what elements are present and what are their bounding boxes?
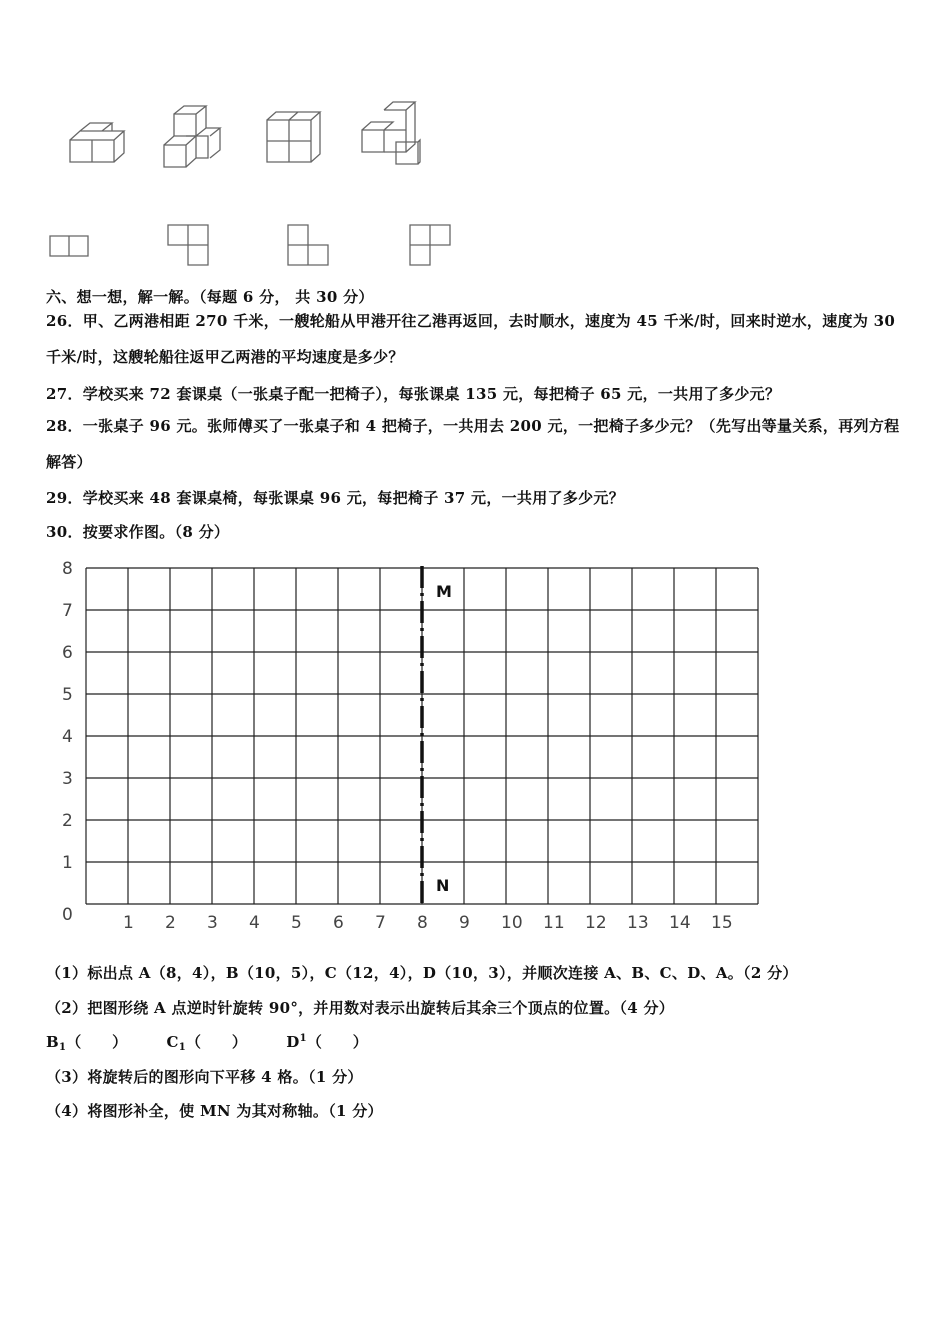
d1-blank[interactable]: （ ） bbox=[306, 1033, 369, 1051]
y-tick-label: 1 bbox=[62, 853, 73, 873]
b1-label: $B_1$ bbox=[46, 1033, 67, 1053]
x-tick-label: 6 bbox=[333, 913, 344, 933]
section-title: 六、想一想，解一解。（每题 6 分， 共 30 分） bbox=[46, 288, 374, 306]
c1-label: $C_1$ bbox=[166, 1033, 187, 1053]
x-tick-label: 11 bbox=[543, 913, 565, 933]
view-shape-2 bbox=[168, 225, 208, 265]
question-29: 29．学校买来 48 套课桌椅，每张课桌 96 元，每把椅子 37 元，一共用了多少元？ bbox=[46, 489, 625, 507]
y-tick-label: 2 bbox=[62, 811, 73, 831]
question-28: 28．一张桌子 96 元。张师傅买了一张桌子和 4 把椅子，一共用去 200 元，一把椅子多少元？（先写出等量关系，再列方程解答） bbox=[46, 417, 900, 471]
question-30: 30．按要求作图。（8 分） bbox=[46, 523, 230, 541]
y-tick-label: 0 bbox=[62, 905, 73, 925]
x-tick-label: 15 bbox=[711, 913, 733, 933]
y-tick-label: 4 bbox=[62, 727, 73, 747]
x-tick-label: 4 bbox=[249, 913, 260, 933]
b1-blank[interactable]: （ ） bbox=[66, 1033, 128, 1051]
x-tick-label: 9 bbox=[459, 913, 470, 933]
question-26: 26．甲、乙两港相距 270 千米，一艘轮船从甲港开往乙港再返回，去时顺水，速度为 45 千米/时，回来时逆水，速度为 30 千米/时，这艘轮船往返甲乙两港的平均速度是多少？ bbox=[46, 312, 896, 366]
x-tick-label: 2 bbox=[165, 913, 176, 933]
cube-figures bbox=[0, 90, 950, 280]
coordinate-grid bbox=[40, 555, 780, 940]
task-1: （1）标出点 A（8，4），B（10，5），C（12，4），D（10，3），并顺次连接 A、B、C、D、A。（2 分） bbox=[46, 964, 798, 982]
c1-blank[interactable]: （ ） bbox=[186, 1033, 248, 1051]
x-tick-label: 8 bbox=[417, 913, 428, 933]
cube-figure-2 bbox=[164, 106, 220, 167]
task-2: （2）把图形绕 A 点逆时针旋转 90°，并用数对表示出旋转后其余三个顶点的位置。（4 分） bbox=[46, 999, 675, 1017]
view-shape-3 bbox=[288, 225, 328, 265]
x-tick-label: 5 bbox=[291, 913, 302, 933]
y-tick-label: 5 bbox=[62, 685, 73, 705]
task-3: （3）将旋转后的图形向下平移 4 格。（1 分） bbox=[46, 1068, 363, 1086]
x-tick-label: 1 bbox=[123, 913, 134, 933]
x-tick-label: 12 bbox=[585, 913, 607, 933]
cube-figure-1 bbox=[70, 123, 124, 162]
view-shape-4 bbox=[410, 225, 450, 265]
label-m: M bbox=[436, 582, 452, 601]
x-tick-label: 7 bbox=[375, 913, 386, 933]
x-tick-label: 3 bbox=[207, 913, 218, 933]
cube-figure-3 bbox=[267, 112, 320, 162]
view-shape-1 bbox=[50, 236, 88, 256]
y-tick-label: 3 bbox=[62, 769, 73, 789]
cube-figure-4 bbox=[362, 102, 420, 164]
x-tick-label: 10 bbox=[501, 913, 523, 933]
task-4: （4）将图形补全，使 MN 为其对称轴。（1 分） bbox=[46, 1102, 383, 1120]
question-27: 27．学校买来 72 套课桌（一张桌子配一把椅子），每张课桌 135 元，每把椅子 65 元，一共用了多少元？ bbox=[46, 385, 781, 403]
y-tick-label: 8 bbox=[62, 559, 73, 579]
answer-blanks bbox=[46, 1031, 368, 1053]
label-n: N bbox=[436, 876, 450, 895]
d1-label: $D^1$ bbox=[286, 1033, 307, 1051]
y-tick-label: 7 bbox=[62, 601, 73, 621]
x-tick-label: 13 bbox=[627, 913, 649, 933]
x-tick-label: 14 bbox=[669, 913, 691, 933]
y-tick-label: 6 bbox=[62, 643, 73, 663]
